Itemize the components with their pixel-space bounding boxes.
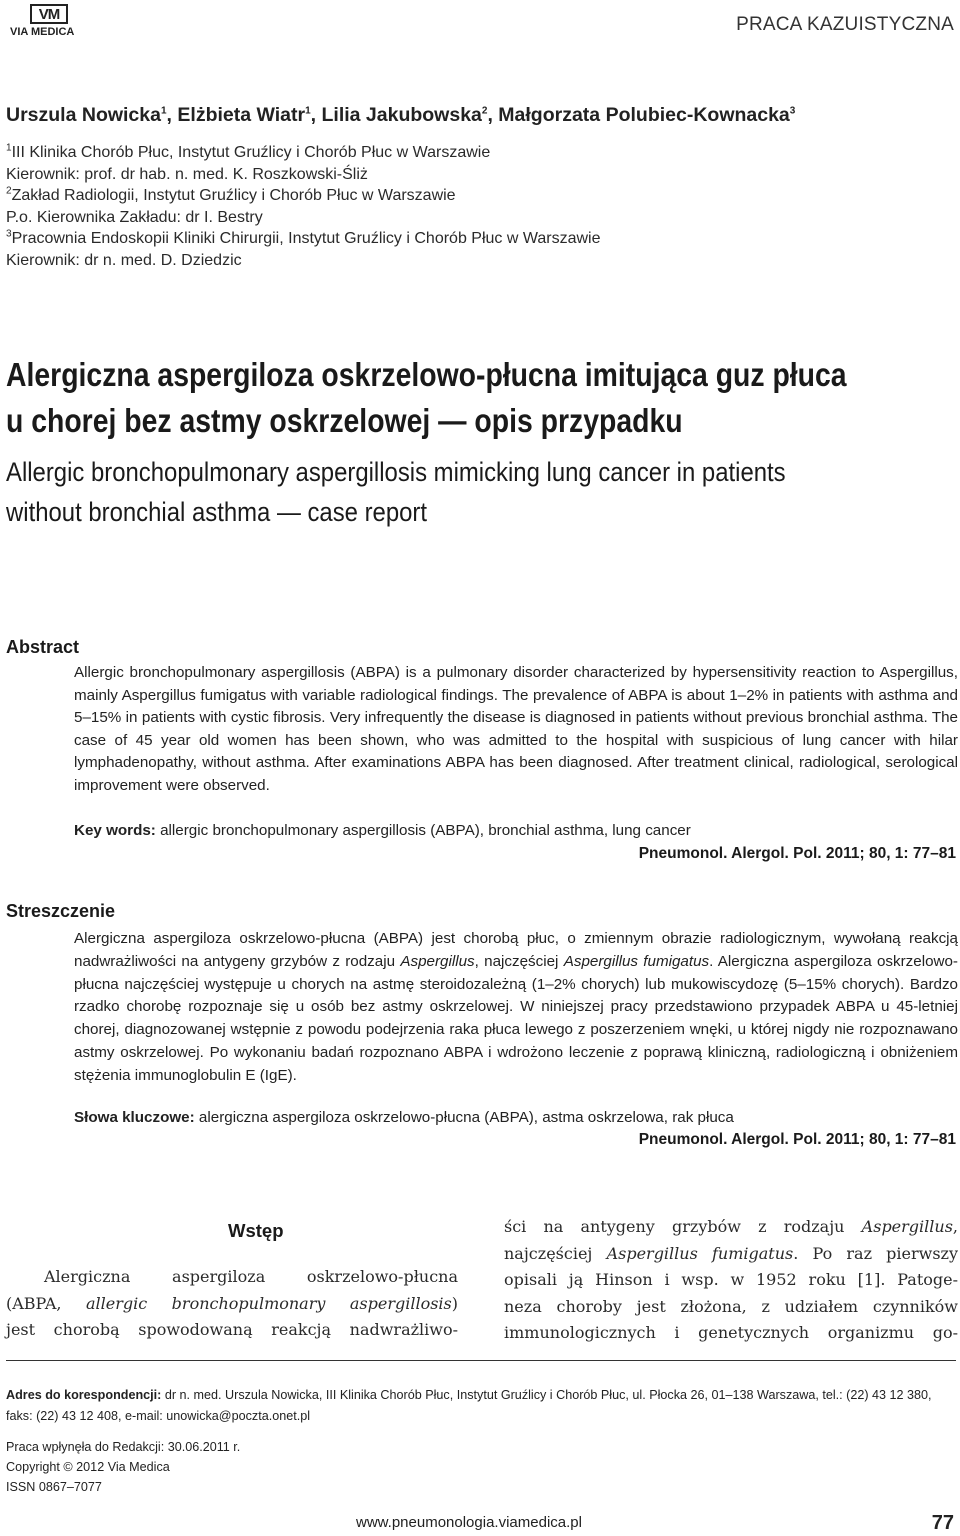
received-date: Praca wpłynęła do Redakcji: 30.06.2011 r. [6,1440,241,1454]
streszczenie-citation: Pneumonol. Alergol. Pol. 2011; 80, 1: 77–81 [638,1131,956,1148]
author-name: Lilia Jakubowska [321,104,482,126]
streszczenie-italic: Aspergillus [400,952,475,970]
body-line [504,1294,958,1321]
streszczenie-part: Alergiczna aspergiloza oskrzelowo-płucna (ABPA) jest chorobą płuc, o zmiennym obrazie radiologicznym, wywołaną reakcją nadwrażliwości na antygeny grzybów z rodzaju [74,930,958,970]
copyright: Copyright © 2012 Via Medica [6,1460,170,1474]
author-list: Urszula Nowicka$^1$, Elżbieta Wiatr$^1$, Lilia Jakubowska$^2$, Małgorzata Polubiec-Kownacka$^3$ [6,104,796,126]
body-text: opisali ją Hinson i wsp. w 1952 roku [1]. Patoge- [504,1270,958,1289]
article-type-label: PRACA KAZUISTYCZNA [736,14,954,35]
logo-mark: VM [30,4,68,24]
affiliation-text: III Klinika Chorób Płuc, Instytut Gruźlicy i Chorób Płuc w Warszawie [11,144,491,161]
publisher-logo [8,4,88,38]
affiliation-line [6,250,766,272]
intro-heading: Wstęp [228,1220,284,1241]
streszczenie-heading: Streszczenie [6,901,116,921]
body-italic: Aspergillus [861,1217,953,1236]
author-affiliation-mark: 2 [481,105,488,117]
affiliation-text: Pracownia Endoskopii Kliniki Chirurgii, Instytut Gruźlicy i Chorób Płuc w Warszawie [11,230,601,247]
abstract-heading: Abstract [6,637,80,657]
affiliation-line [6,142,766,164]
body-line [504,1267,958,1294]
body-text: neza choroby jest złożona, z udziałem czynników [504,1296,958,1316]
keywords-text: alergiczna aspergiloza oskrzelowo-płucna (ABPA), astma oskrzelowa, rak płuca [198,1109,734,1126]
issn: ISSN 0867–7077 [6,1480,102,1494]
affiliations [6,142,766,271]
title-polish-line: Alergiczna aspergiloza oskrzelowo-płucna imitująca guz płuca [6,356,847,393]
body-italic: allergic bronchopulmonary aspergillosis [85,1293,452,1313]
streszczenie-part: . Alergiczna aspergiloza oskrzelowo-płucna najczęściej występuje u chorych na astmę steroidozależną (1–2% chorych) lub mukowiscydozę (5–15% chorych). Bardzo rzadko chorobę rozpoznaje się u osób bez astmy oskrzelowej. W niniejszej pracy przedstawiono przypadek ABPA u 45-letniej chorej, diagnozowanej wstępnie z powodu podejrzenia raka płuca lewego z poszerzeniem wnęki, u której nigdy nie rozpoznawano astmy oskrzelowej. Po wykonaniu badań rozpoznano ABPA i wdrożono leczenie z poprawą kliniczną, radiologiczną i obniżeniem stężenia immunoglobulin E (IgE). [74,952,958,1084]
body-line [6,1317,458,1344]
correspondence-address [6,1385,956,1427]
journal-url[interactable]: www.pneumonologia.viamedica.pl [356,1514,582,1531]
keywords-label: Key words: [74,822,156,839]
affiliation-line [6,164,766,186]
correspondence-label: Adres do korespondencji: [6,1388,162,1402]
affiliation-line [6,228,766,250]
publication-meta [6,1437,240,1497]
title-english-line: Allergic bronchopulmonary aspergillosis mimicking lung cancer in patients [6,457,786,487]
author-name: Elżbieta Wiatr [177,104,306,126]
title-polish-line: u chorej bez astmy oskrzelowej — opis przypadku [6,402,683,439]
body-italic: Aspergillus fumigatus [606,1243,794,1263]
body-line [504,1214,958,1241]
body-line [6,1291,458,1318]
author-affiliation-mark: 1 [305,105,311,117]
body-line [504,1320,958,1347]
streszczenie-part: , najczęściej [474,952,564,970]
affiliation-text: Zakład Radiologii, Instytut Gruźlicy i Chorób Płuc w Warszawie [11,187,456,204]
body-text: Alergiczna aspergiloza oskrzelowo-płucna [44,1267,458,1286]
author-affiliation-mark: 3 [789,105,796,117]
body-text: (ABPA, [6,1293,86,1313]
title-english-line: without bronchial asthma — case report [6,497,428,527]
body-column-left [6,1264,458,1344]
correspondence-text: dr n. med. Urszula Nowicka, III Klinika Chorób Płuc, Instytut Gruźlicy i Chorób Płuc, ul. Płocka 26, 01–138 Warszawa, tel.: (22) 43 12 380, faks: (22) 43 12 408, e-mail: unowicka@poczta.onet.pl [6,1388,932,1423]
abstract-citation: Pneumonol. Alergol. Pol. 2011; 80, 1: 77–81 [638,845,956,862]
body-text: ) [451,1293,459,1313]
streszczenie-italic: Aspergillus fumigatus [563,952,710,970]
author-name: Małgorzata Polubiec-Kownacka [498,104,790,126]
title-polish [6,352,948,444]
keywords-text: allergic bronchopulmonary aspergillosis (ABPA), bronchial asthma, lung cancer [160,822,691,839]
streszczenie-text [74,928,958,1088]
footer-divider [6,1360,956,1361]
affiliation-mark: 1 [6,142,12,154]
body-text: . Po raz pierwszy [793,1243,959,1263]
body-text: ści na antygeny grzybów z rodzaju [504,1217,862,1236]
keywords-label: Słowa kluczowe: [74,1109,195,1126]
affiliation-mark: 3 [6,228,12,240]
abstract-keywords [74,822,691,839]
body-text: , [952,1217,958,1236]
abstract-text: Allergic bronchopulmonary aspergillosis (ABPA) is a pulmonary disorder characterized by hypersensitivity reaction to Aspergillus, mainly Aspergillus fumigatus with variable radiological findings. The prevalence of ABPA is about 1–2% in patients with asthma and 5–15% in patients with cystic fibrosis. Very infrequently the disease is diagnosed in patients without previous bronchial asthma. The case of 45 year old women has been shown, who was admitted to the hospital with suspicious of lung cancer with hilar lymphadenopathy, without asthma. After examinations ABPA has been diagnosed. After treatment clinical, radiological, serological improvement were observed. [74,664,958,794]
page-number: 77 [931,1512,954,1534]
body-text: jest chorobą spowodowaną reakcją nadwrażliwo- [6,1320,458,1339]
title-english [6,452,953,532]
body-text: najczęściej [504,1243,607,1263]
affiliation-text: Kierownik: dr n. med. D. Dziedzic [6,251,242,269]
affiliation-mark: 2 [6,185,12,197]
body-line [504,1241,958,1268]
streszczenie-keywords [74,1109,734,1126]
body-line [6,1264,458,1291]
logo-text: VIA MEDICA [10,26,75,38]
author-affiliation-mark: 1 [160,105,167,117]
body-column-right [504,1214,958,1347]
affiliation-text: Kierownik: prof. dr hab. n. med. K. Roszkowski-Śliż [6,165,368,183]
affiliation-text: P.o. Kierownika Zakładu: dr I. Bestry [6,208,263,226]
affiliation-line [6,185,766,207]
affiliation-line [6,207,766,229]
body-text: immunologicznych i genetycznych organizmu go- [504,1323,958,1342]
author-name: Urszula Nowicka [6,104,161,126]
